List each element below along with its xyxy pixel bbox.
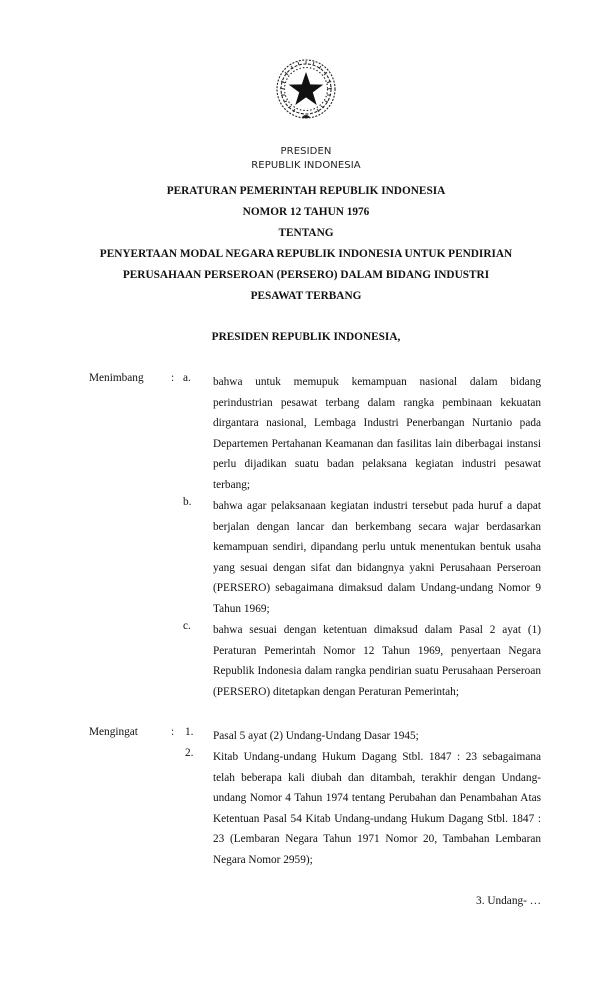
item-marker: c. [183, 620, 191, 632]
title-line-6: PESAWAT TERBANG [250, 290, 362, 302]
title-line-2: NOMOR 12 TAHUN 1976 [242, 206, 370, 218]
section-colon: : [171, 372, 175, 384]
section-label: Mengingat [89, 726, 138, 738]
item-text: bahwa sesuai dengan ketentuan dimaksud dalam Pasal 2 ayat (1) Peraturan Pemerintah Nomor 12 Tahun 1969, penyertaan Negara Republik Indonesia dalam rangka pendirian suatu Perusahaan Perseroan (PERSERO) ditetapkan dengan Peraturan Pemerintah; [213, 624, 541, 698]
item-text: bahwa agar pelaksanaan kegiatan industri tersebut pada huruf a dapat berjalan dengan lancar dan berkembang secara wajar berdasarkan kemampuan sendiri, dipandang perlu untuk menentukan bentuk usaha yang sesuai dengan sifat dan bidangnya yakni Perusahaan Perseroan (PERSERO) sebagaimana dimaksud dalam Undang-undang Nomor 9 Tahun 1969; [213, 500, 541, 615]
item-text: bahwa untuk memupuk kemampuan nasional dalam bidang perindustrian pesawat terbang dalam rangka pembinaan kekuatan dirgantara nasional, Lembaga Industri Penerbangan Nurtanio pada Departemen Pertahanan Keamanan dan fasilitas lain diberbagai instansi perlu dijadikan suatu badan pelaksana kegiatan industri pesawat terbang; [213, 376, 541, 491]
item-text: Pasal 5 ayat (2) Undang-Undang Dasar 1945; [213, 730, 419, 742]
preamble-heading: PRESIDEN REPUBLIK INDONESIA, [211, 331, 401, 343]
item-text: Kitab Undang-undang Hukum Dagang Stbl. 1847 : 23 sebagaimana telah beberapa kali diubah dan ditambah, terakhir dengan Undang-undang Nomor 4 Tahun 1974 tentang Perubahan dan Penambahan Atas Ketentuan Pasal 54 Kitab Undang-undang Hukum Dagang Stbl. 1847 : 23 (Lembaran Negara Tahun 1971 Nomor 20, Tambahan Lembaran Negara Nomor 2959); [213, 751, 541, 866]
header-presiden: PRESIDEN [280, 146, 332, 157]
header-republik-indonesia: REPUBLIK INDONESIA [251, 160, 361, 171]
title-line-4: PENYERTAAN MODAL NEGARA REPUBLIK INDONESIA UNTUK PENDIRIAN [99, 248, 513, 260]
item-marker: 2. [185, 747, 194, 759]
title-line-1: PERATURAN PEMERINTAH REPUBLIK INDONESIA [166, 185, 446, 197]
section-colon: : [171, 726, 175, 738]
item-marker: a. [183, 372, 191, 384]
title-line-3: TENTANG [278, 227, 334, 239]
page-continuation: 3. Undang- … [476, 895, 541, 907]
title-line-5: PERUSAHAAN PERSEROAN (PERSERO) DALAM BIDANG INDUSTRI [122, 269, 490, 281]
presidential-emblem-icon [271, 55, 341, 125]
item-marker: 1. [185, 726, 194, 738]
item-marker: b. [183, 496, 192, 508]
section-label: Menimbang [89, 372, 144, 384]
